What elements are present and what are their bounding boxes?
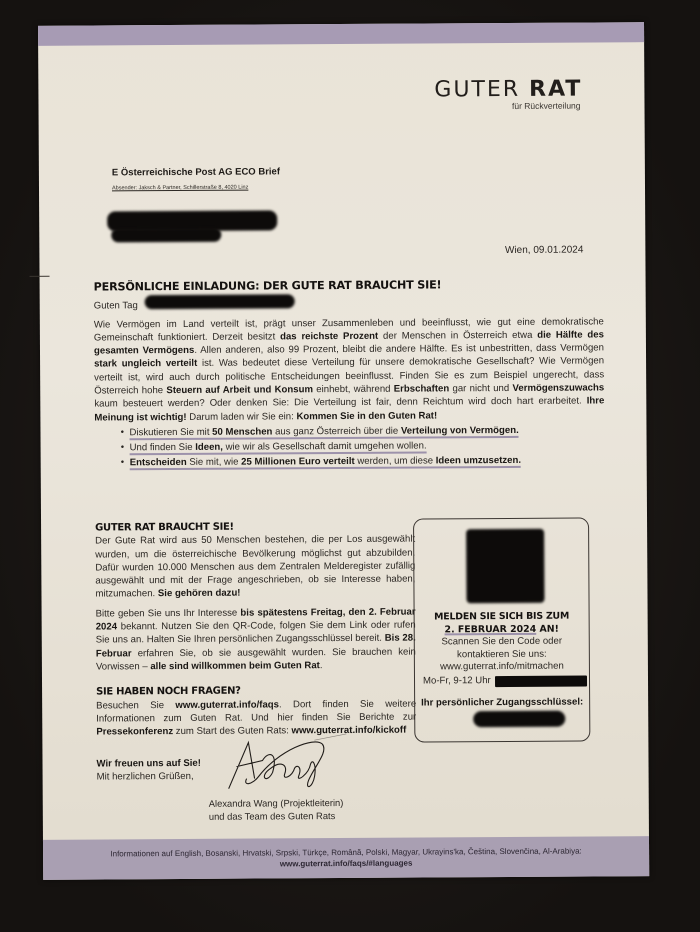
deadline-paragraph: Bitte geben Sie uns Ihr Interesse bis spätestens Freitag, den 2. Februar 2024 bekannt. Nutzen Sie den QR-Code, folgen Sie dem Link oder rufen Sie uns an. Halten Sie Ihren persönlichen Zugangsschlüssel bereit. Bis 28. Februar erfahren Sie, ob sie ausgewählt wurden. Sie brauchen kein Vorwissen – alle sind willkommen beim Guten Rat. [95,606,416,673]
footer-languages: Informationen auf English, Bosanski, Hrvatski, Srpski, Türkçe, Română, Polski, Magyar, Ukrayins'ka, Čeština, Slovenčina, Al-Arabiya: [110,846,582,859]
letter-page [38,22,649,880]
council-paragraph: Der Gute Rat wird aus 50 Menschen bestehen, die per Los ausgewählt wurden, um die österreichische Bevölkerung möglichst gut abzubilden. Dafür wurden 10.000 Menschen aus dem Zentralen Melderegister zufällig ausgewählt und mit der Frage angeschrieben, ob sie Interesse haben, mitzumachen. Sie gehören dazu! [95,533,416,600]
footer-band [43,836,649,880]
postage-line: E Österreichische Post AG ECO Brief [111,166,281,179]
access-key-label: Ihr persönlicher Zugangsschlüssel: [421,696,584,709]
section-heading-council: GUTER RAT BRAUCHT SIE! [95,521,234,534]
logo-title: GUTER RAT [434,76,583,103]
logo-subtitle: für Rückverteilung [511,100,581,111]
closing-line1: Wir freuen uns auf Sie! [96,757,201,770]
sender-block [112,166,280,191]
footer-url: www.guterrat.info/faqs/#languages [279,858,413,869]
bullet-item: ● Und finden Sie Ideen, wie wir als Gesellschaft damit umgehen wollen. [121,438,605,454]
closing [96,757,201,784]
signatory-name: Alexandra Wang (Projektleiterin) [208,797,344,809]
signup-heading: MELDEN SIE SICH BIS ZUM [434,610,570,623]
bullet-item: ● Entscheiden Sie mit, wie 25 Millionen Euro verteilt werden, um diese Ideen umzusetzen. [121,453,605,469]
signup-box [413,517,590,742]
redacted-recipient-name [145,294,295,309]
redacted-qr-code [466,529,544,603]
redacted-phone [495,675,587,687]
signup-line2: kontaktieren Sie uns: [457,648,547,660]
faqs-link: www.guterrat.info/faqs [175,698,280,711]
left-column [95,520,416,739]
invitation-bullets [120,423,604,469]
letter-date: Wien, 09.01.2024 [504,244,584,257]
closing-line2: Mit herzlichen Grüßen, [96,771,194,783]
fold-mark [30,276,50,277]
signatory-team: und das Team des Guten Rats [208,810,336,822]
signup-line1: Scannen Sie den Code oder [441,635,563,648]
questions-paragraph: Besuchen Sie www.guterrat.info/faqs. Dort finden Sie weitere Informationen zum Guten Rat. Und hier finden Sie Berichte zur Pressekonferenz zum Start des Guten Rats: www.guterrat.info/kickoff [96,698,417,738]
return-address: Absender: Jaksch & Partner, Schillerstraße 8, 4020 Linz [111,184,249,192]
signatory [209,796,344,823]
intro-paragraph: Wie Vermögen im Land verteilt ist, prägt unser Zusammenleben und beeinflusst, wie gut eine demokratische Gemeinschaft funktioniert. Derzeit besitzt das reichste Prozent der Menschen in Österreich etwa die Hälfte des gesamten Vermögens. Allen anderen, also 99 Prozent, bleibt die andere Hälfte. Es ist unbestritten, dass Vermögen stark ungleich verteilt ist. Was bedeutet diese Verteilung für unsere demokratische Gesellschaft? Wie Vermögen verteilt ist, wird auch durch politische Entscheidungen beeinflusst. Finden Sie es zum Beispiel ungerecht, dass Österreich hohe Steuern auf Arbeit und Konsum einhebt, während Erbschaften gar nicht und Vermögenszuwachs kaum besteuert werden? Oder denken Sie: Die Verteilung ist fair, denn Reichtum wird doch hart erarbeitet. Ihre Meinung ist wichtig! Darum laden wir Sie ein: Kommen Sie in den Guten Rat! [93,315,605,424]
redacted-access-key [473,711,565,728]
office-hours: Mo-Fr, 9-12 Uhr [415,674,589,688]
kickoff-link: www.guterrat.info/kickoff [291,724,407,737]
guter-rat-logo [434,77,582,112]
signup-url: www.guterrat.info/mitmachen [440,660,564,673]
header-band [38,22,644,46]
redacted-recipient-address-2 [111,228,221,243]
bullet-item: ● Diskutieren Sie mit 50 Menschen aus ganz Österreich über die Verteilung von Vermögen. [120,423,604,439]
signature [218,730,348,793]
letter-headline: PERSÖNLICHE EINLADUNG: DER GUTE RAT BRAUCHT SIE! [93,278,442,294]
greeting: Guten Tag [93,300,138,312]
section-heading-questions: SIE HABEN NOCH FRAGEN? [96,685,241,698]
signup-deadline: 2. FEBRUAR 2024 AN! [444,623,559,635]
